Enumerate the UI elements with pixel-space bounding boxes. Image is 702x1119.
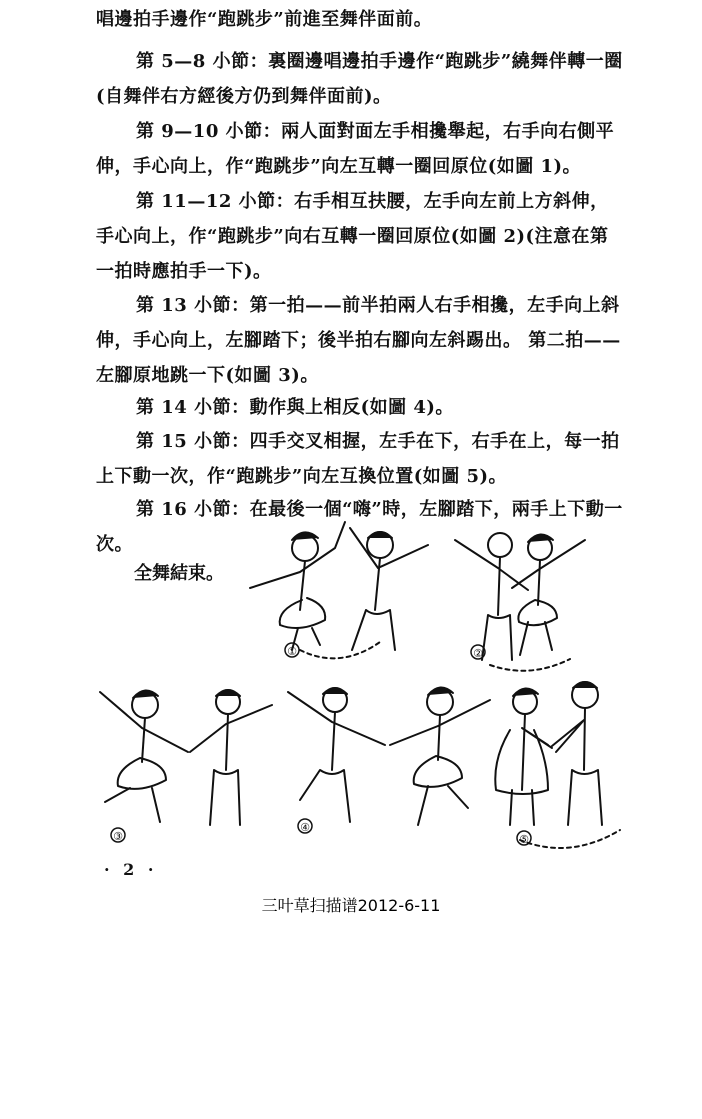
paragraph-bar-16: 第 16 小節：在最後一個“嗨”時，左腳踏下，兩手上下動一次。 bbox=[96, 499, 623, 555]
paragraph-bars-5-8: 第 5—8 小節：裏圈邊唱邊拍手邊作“跑跳步”繞舞伴轉一圈(自舞伴右方經後方仍到舞伴面前)。 bbox=[96, 51, 623, 107]
figure-1-label: ① bbox=[287, 645, 297, 658]
page-number: · 2 · bbox=[104, 860, 158, 879]
figure-1-drawing bbox=[250, 522, 428, 658]
figure-2-label: ② bbox=[473, 647, 483, 660]
figure-5-drawing bbox=[495, 682, 620, 848]
paragraph-1: 唱邊拍手邊作“跑跳步”前進至舞伴面前。 bbox=[96, 9, 433, 30]
figure-3-label: ③ bbox=[113, 830, 123, 843]
figure-4-label: ④ bbox=[300, 821, 310, 834]
paragraph-bar-15: 第 15 小節：四手交叉相握，左手在下，右手在上，每一拍上下動一次，作“跑跳步”向左互換位置(如圖 5)。 bbox=[96, 431, 620, 487]
paragraph-bar-14: 第 14 小節：動作與上相反(如圖 4)。 bbox=[136, 397, 454, 418]
paragraph-bar-13: 第 13 小節：第一拍——前半拍兩人右手相攙，左手向上斜伸，手心向上，左腳踏下；後半拍右腳向左斜踢出。 第二拍——左腳原地跳一下(如圖 3)。 bbox=[96, 295, 621, 386]
dance-end-text: 全舞結束。 bbox=[134, 563, 224, 584]
paragraph-bars-11-12: 第 11—12 小節：右手相互扶腰，左手向左前上方斜伸，手心向上，作“跑跳步”向右互轉一圈回原位(如圖 2)(注意在第一拍時應拍手一下)。 bbox=[96, 191, 609, 282]
scan-caption: 三叶草扫描谱2012-6-11 bbox=[261, 896, 441, 915]
figure-5-label: ⑤ bbox=[519, 833, 529, 846]
paragraph-bars-9-10: 第 9—10 小節：兩人面對面左手相攙舉起，右手向右側平伸，手心向上，作“跑跳步”向左互轉一圈回原位(如圖 1)。 bbox=[96, 121, 615, 177]
figure-4-drawing bbox=[288, 687, 490, 825]
figure-3-drawing bbox=[100, 690, 272, 825]
